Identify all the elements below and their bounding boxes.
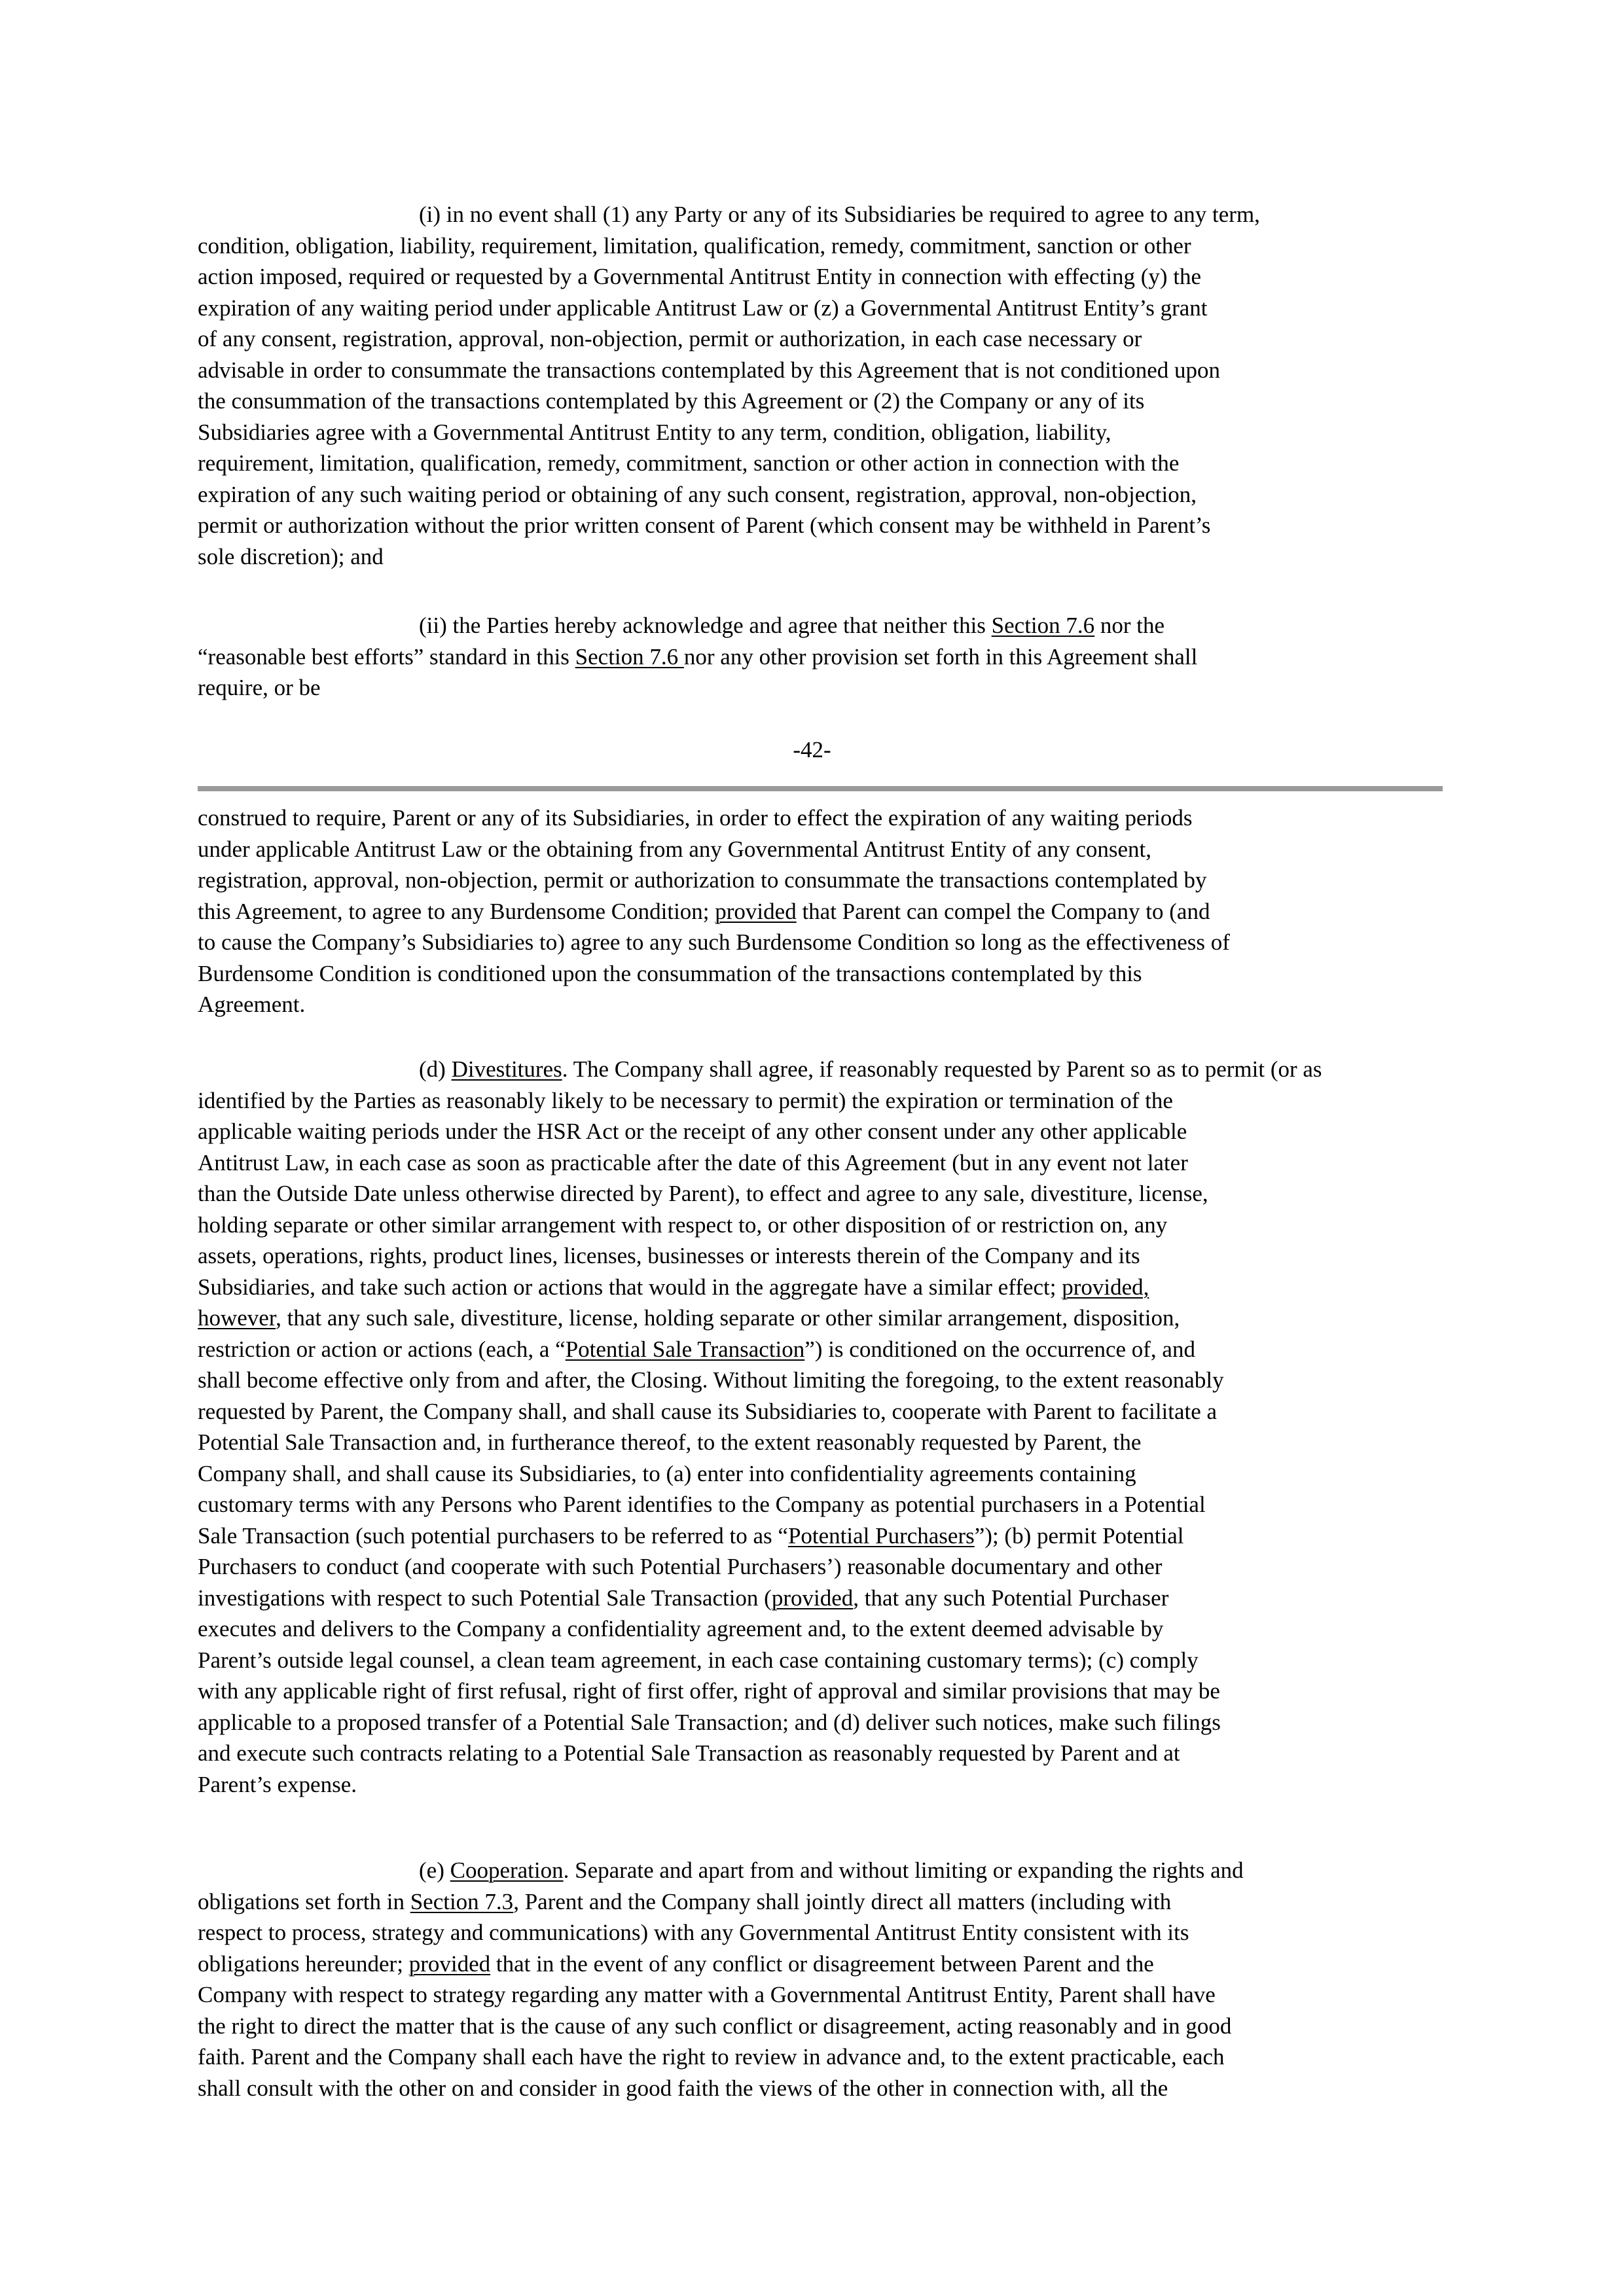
text-line: (i) in no event shall (1) any Party or any of its Subsidiaries be required to agree to any term, bbox=[419, 202, 1260, 227]
text-line: to cause the Company’s Subsidiaries to) agree to any such Burdensome Condition so long as the effectiveness of bbox=[198, 929, 1230, 955]
text-line: requested by Parent, the Company shall, and shall cause its Subsidiaries to, cooperate with Parent to facilitate a bbox=[198, 1398, 1218, 1424]
text-line: condition, obligation, liability, requirement, limitation, qualification, remedy, commitment, sanction or other bbox=[198, 232, 1191, 259]
heading-cooperation: Cooperation bbox=[450, 1857, 564, 1883]
text-line: Company with respect to strategy regarding any matter with a Governmental Antitrust Entity, Parent shall have bbox=[198, 1982, 1216, 2007]
text-line: assets, operations, rights, product lines, licenses, businesses or interests therein of the Company and its bbox=[198, 1243, 1140, 1268]
defined-term-potential-purchasers: Potential Purchasers bbox=[787, 1522, 975, 1549]
text-line: requirement, limitation, qualification, remedy, commitment, sanction or other action in connection with the bbox=[198, 450, 1180, 476]
text-line: Burdensome Condition is conditioned upon the consummation of the transactions contemplated by this bbox=[198, 960, 1142, 986]
text-line: however, that any such sale, divestiture, license, holding separate or other similar arrangement, disposition, bbox=[198, 1305, 1180, 1331]
text-line: obligations hereunder; provided that in the event of any conflict or disagreement between Parent and the bbox=[198, 1950, 1154, 1977]
paragraph-continuation bbox=[198, 802, 1448, 1020]
text-line: holding separate or other similar arrangement with respect to, or other disposition of or restriction on, any bbox=[198, 1211, 1168, 1238]
text-line: registration, approval, non-objection, permit or authorization to consummate the transactions contemplated by bbox=[198, 867, 1207, 893]
section-7-3-link[interactable]: Section 7.3 bbox=[410, 1888, 514, 1914]
text-line: with any applicable right of first refusal, right of first offer, right of approval and similar provisions that may be bbox=[198, 1678, 1220, 1704]
text-line: restriction or action or actions (each, a “Potential Sale Transaction”) is conditioned on the occurrence of, and bbox=[198, 1336, 1195, 1362]
text-line: the right to direct the matter that is the cause of any such conflict or disagreement, acting reasonably and in good bbox=[198, 2013, 1232, 2039]
text-line: Sale Transaction (such potential purchasers to be referred to as “Potential Purchasers”); (b) permit Potential bbox=[198, 1522, 1184, 1549]
text-line: Purchasers to conduct (and cooperate with such Potential Purchasers’) reasonable documentary and other bbox=[198, 1554, 1163, 1579]
text-line: shall become effective only from and after, the Closing. Without limiting the foregoing, to the extent reasonably bbox=[198, 1367, 1224, 1393]
text-line: obligations set forth in Section 7.3, Parent and the Company shall jointly direct all matters (including with bbox=[198, 1888, 1172, 1914]
defined-term-potential-sale-transaction: Potential Sale Transaction bbox=[565, 1336, 805, 1362]
text-line: Potential Sale Transaction and, in furtherance thereof, to the extent reasonably requested by Parent, the bbox=[198, 1429, 1142, 1455]
text-line: customary terms with any Persons who Parent identifies to the Company as potential purchasers in a Potential bbox=[198, 1492, 1206, 1517]
text-line: executes and delivers to the Company a confidentiality agreement and, to the extent deemed advisable by bbox=[198, 1616, 1164, 1641]
text-line: (d) Divestitures. The Company shall agree, if reasonably requested by Parent so as to permit (or as bbox=[419, 1056, 1322, 1082]
text-line: Company shall, and shall cause its Subsidiaries, to (a) enter into confidentiality agreements containing bbox=[198, 1460, 1136, 1486]
text-line: sole discretion); and bbox=[198, 543, 384, 569]
text-line: expiration of any waiting period under applicable Antitrust Law or (z) a Governmental Antitrust Entity’s grant bbox=[198, 295, 1208, 321]
text-line: the consummation of the transactions contemplated by this Agreement or (2) the Company or any of its bbox=[198, 388, 1145, 414]
text-line: investigations with respect to such Potential Sale Transaction (provided, that any such Potential Purchaser bbox=[198, 1585, 1169, 1611]
text-line: identified by the Parties as reasonably likely to be necessary to permit) the expiration or termination of the bbox=[198, 1087, 1173, 1113]
text-line: applicable waiting periods under the HSR Act or the receipt of any other consent under any other applicable bbox=[198, 1119, 1187, 1144]
text-line: require, or be bbox=[198, 675, 321, 700]
text-line: Parent’s expense. bbox=[198, 1771, 357, 1797]
defined-term-provided: provided bbox=[408, 1950, 491, 1977]
text-line: this Agreement, to agree to any Burdensome Condition; provided that Parent can compel the Company to (and bbox=[198, 898, 1210, 924]
text-line: applicable to a proposed transfer of a Potential Sale Transaction; and (d) deliver such notices, make such filings bbox=[198, 1709, 1221, 1735]
paragraph-ii bbox=[198, 610, 1448, 704]
section-7-6-link[interactable]: Section 7.6 bbox=[991, 613, 1095, 638]
defined-term-provided: provided bbox=[771, 1585, 854, 1611]
text-line: advisable in order to consummate the transactions contemplated by this Agreement that is not conditioned upon bbox=[198, 357, 1220, 383]
text-line: respect to process, strategy and communications) with any Governmental Antitrust Entity consistent with its bbox=[198, 1920, 1189, 1945]
page-number: -42- bbox=[793, 737, 831, 762]
paragraph-i bbox=[198, 199, 1448, 572]
text-line: expiration of any such waiting period or obtaining of any such consent, registration, approval, non-objection, bbox=[198, 481, 1197, 507]
text-line: Agreement. bbox=[198, 992, 306, 1017]
defined-term-provided: provided, bbox=[1062, 1274, 1149, 1300]
paragraph-d-divestitures bbox=[198, 1054, 1448, 1800]
text-line: construed to require, Parent or any of its Subsidiaries, in order to effect the expiration of any waiting periods bbox=[198, 805, 1193, 831]
text-line: faith. Parent and the Company shall each have the right to review in advance and, to the extent practicable, each bbox=[198, 2044, 1225, 2070]
section-7-6-link[interactable]: Section 7.6 bbox=[575, 643, 684, 670]
defined-term-provided: provided bbox=[715, 898, 797, 924]
text-line: (e) Cooperation. Separate and apart from and without limiting or expanding the rights and bbox=[419, 1857, 1244, 1883]
text-line: under applicable Antitrust Law or the obtaining from any Governmental Antitrust Entity of any consent, bbox=[198, 836, 1152, 862]
paragraph-e-cooperation bbox=[198, 1855, 1448, 2104]
text-line: Parent’s outside legal counsel, a clean team agreement, in each case containing customary terms); (c) comply bbox=[198, 1647, 1199, 1673]
heading-divestitures: Divestitures bbox=[451, 1056, 562, 1082]
text-line: Subsidiaries agree with a Governmental Antitrust Entity to any term, condition, obligation, liability, bbox=[198, 419, 1111, 445]
text-line: (ii) the Parties hereby acknowledge and agree that neither this Section 7.6 nor the bbox=[419, 613, 1165, 638]
text-line: Antitrust Law, in each case as soon as practicable after the date of this Agreement (but in any event not later bbox=[198, 1149, 1188, 1175]
text-line: shall consult with the other on and consider in good faith the views of the other in connection with, all the bbox=[198, 2075, 1168, 2101]
text-line: action imposed, required or requested by a Governmental Antitrust Entity in connection with effecting (y) the bbox=[198, 264, 1202, 289]
text-line: than the Outside Date unless otherwise directed by Parent), to effect and agree to any sale, divestiture, license, bbox=[198, 1181, 1208, 1206]
text-line: and execute such contracts relating to a Potential Sale Transaction as reasonably requested by Parent and at bbox=[198, 1740, 1180, 1766]
defined-term-however: however bbox=[198, 1305, 276, 1331]
text-line: permit or authorization without the prior written consent of Parent (which consent may be withheld in Parent’s bbox=[198, 512, 1211, 538]
page-break-rule bbox=[198, 786, 1443, 791]
text-line: “reasonable best efforts” standard in this Section 7.6 nor any other provision set forth in this Agreement shall bbox=[198, 643, 1198, 670]
text-line: Subsidiaries, and take such action or actions that would in the aggregate have a similar effect; provided, bbox=[198, 1274, 1149, 1300]
text-line: of any consent, registration, approval, non-objection, permit or authorization, in each case necessary or bbox=[198, 326, 1142, 351]
